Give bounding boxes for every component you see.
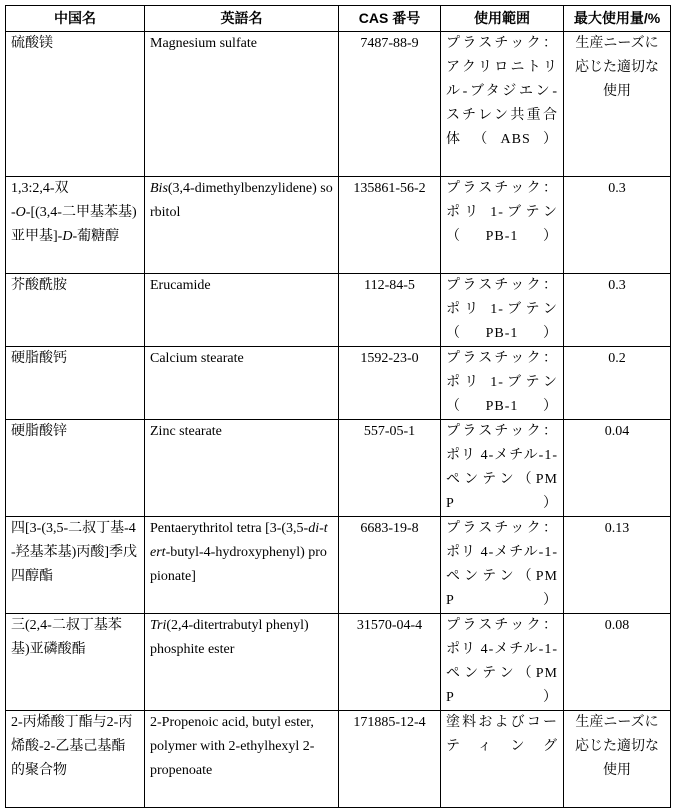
en-italic-text: Bis: [150, 181, 168, 196]
header-usage: 使用範囲: [441, 6, 564, 32]
cell-cas: 6683-19-8: [339, 517, 441, 614]
cell-cas: 112-84-5: [339, 274, 441, 347]
table-row: [6, 614, 671, 711]
table-row: [6, 274, 671, 347]
cell-cn-name: [6, 177, 145, 274]
en-italic-text: di-tert: [150, 521, 328, 560]
cell-cas: 7487-88-9: [339, 32, 441, 177]
cell-en-name: [145, 517, 339, 614]
cn-italic-text: D: [62, 229, 73, 244]
cell-en-name: Erucamide: [145, 274, 339, 347]
cell-usage: プラスチック：ポリ 1-ブテン（PB-1）: [441, 347, 564, 420]
table-row: [6, 711, 671, 808]
cell-en-name: [145, 614, 339, 711]
cell-cas: 557-05-1: [339, 420, 441, 517]
additives-table: [5, 5, 671, 808]
cell-max-usage: 0.13: [564, 517, 671, 614]
table-row: [6, 32, 671, 177]
cell-cas: 31570-04-4: [339, 614, 441, 711]
header-row: [6, 6, 671, 32]
header-en-name: 英語名: [145, 6, 339, 32]
cell-en-name: Zinc stearate: [145, 420, 339, 517]
en-text: -butyl-4-hydroxyphenyl) propionate]: [150, 545, 327, 584]
cell-max-usage: 生産ニーズに応じた適切な使用: [564, 32, 671, 177]
cell-usage: 塗料およびコーティング: [441, 711, 564, 808]
cn-text: -葡糖醇: [72, 229, 120, 244]
en-text: (2,4-ditertrabutyl phenyl) phosphite ester: [150, 618, 309, 657]
table-row: [6, 347, 671, 420]
cell-max-usage: 0.2: [564, 347, 671, 420]
cell-en-name: Magnesium sulfate: [145, 32, 339, 177]
cell-max-usage: 0.3: [564, 177, 671, 274]
cell-cn-name: 芥酸酰胺: [6, 274, 145, 347]
cell-cas: 1592-23-0: [339, 347, 441, 420]
cell-max-usage: 0.08: [564, 614, 671, 711]
cn-text: -[(3,4-二甲基苯基)亚甲基]-: [11, 205, 137, 244]
cell-en-name: [145, 177, 339, 274]
cell-cn-name: 2-丙烯酸丁酯与2-丙烯酸-2-乙基己基酯的聚合物: [6, 711, 145, 808]
cell-en-name: 2-Propenoic acid, butyl ester, polymer with 2-ethylhexyl 2-propenoate: [145, 711, 339, 808]
header-cn-name: 中国名: [6, 6, 145, 32]
cn-italic-text: O: [15, 205, 26, 220]
cell-max-usage: 0.04: [564, 420, 671, 517]
cn-text: -: [11, 205, 16, 220]
table-row: [6, 517, 671, 614]
cell-cas: 135861-56-2: [339, 177, 441, 274]
cell-en-name: Calcium stearate: [145, 347, 339, 420]
cell-usage: プラスチック：ポリ 4-メチル-1-ペンテン（PMP）: [441, 420, 564, 517]
cell-usage: プラスチック：ポリ 4-メチル-1-ペンテン（PMP）: [441, 614, 564, 711]
cell-usage: プラスチック：ポリ 1-ブテン（PB-1）: [441, 177, 564, 274]
en-text: Pentaerythritol tetra [3-(3,5-: [150, 521, 309, 536]
cell-cn-name: 硫酸镁: [6, 32, 145, 177]
cell-max-usage: 0.3: [564, 274, 671, 347]
cell-max-usage: 生産ニーズに応じた適切な使用: [564, 711, 671, 808]
cell-usage: プラスチック：アクリロニトリル-ブタジエン-スチレン共重合体（ABS）: [441, 32, 564, 177]
cell-cas: 171885-12-4: [339, 711, 441, 808]
cell-cn-name: 硬脂酸钙: [6, 347, 145, 420]
cell-usage: プラスチック：ポリ 1-ブテン（PB-1）: [441, 274, 564, 347]
header-max-usage: 最大使用量/%: [564, 6, 671, 32]
cell-cn-name: 硬脂酸锌: [6, 420, 145, 517]
table-row: [6, 177, 671, 274]
cell-usage: プラスチック：ポリ 4-メチル-1-ペンテン（PMP）: [441, 517, 564, 614]
en-italic-text: Tri: [150, 618, 167, 633]
header-cas: CAS 番号: [339, 6, 441, 32]
cn-text: 1,3:2,4-双: [11, 181, 69, 196]
en-text: (3,4-dimethylbenzylidene) sorbitol: [150, 181, 333, 220]
cell-cn-name: 三(2,4-二叔丁基苯基)亚磷酸酯: [6, 614, 145, 711]
table-row: [6, 420, 671, 517]
cell-cn-name: 四[3-(3,5-二叔丁基-4-羟基苯基)丙酸]季戊四醇酯: [6, 517, 145, 614]
